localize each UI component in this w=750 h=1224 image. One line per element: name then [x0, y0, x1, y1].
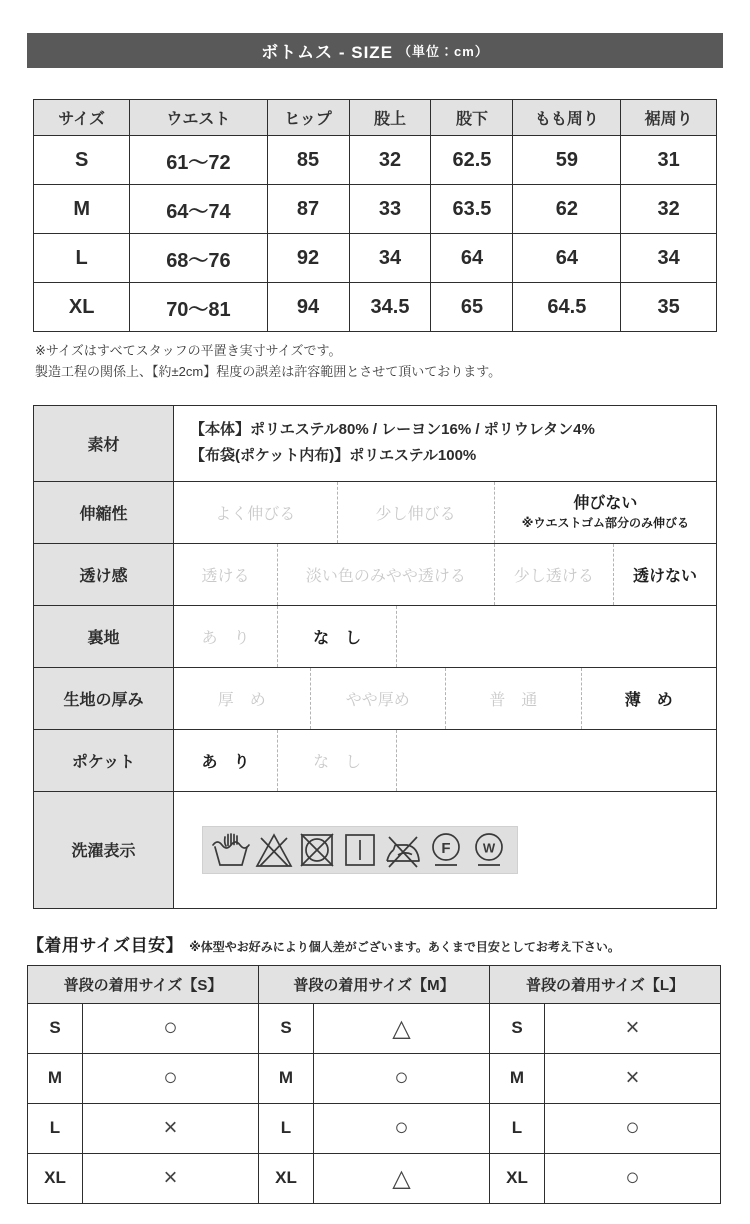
option-filler	[396, 606, 716, 667]
table-row	[490, 1153, 721, 1203]
spec-table	[33, 405, 717, 909]
table-row	[259, 1053, 490, 1103]
option-sheer: 透ける	[201, 567, 250, 585]
table-row	[259, 1003, 490, 1053]
measure-cell: 94	[267, 283, 349, 332]
spec-label-sheerness: 透け感	[34, 544, 174, 605]
fit-table-m	[258, 965, 490, 1204]
option-lining-yes: あ り	[201, 629, 250, 647]
fit-size-label: L	[259, 1103, 314, 1153]
measure-cell: 34.5	[349, 283, 431, 332]
size-notes	[35, 340, 715, 383]
fit-table-s	[27, 965, 259, 1204]
option-stretch-slight: 少し伸びる	[337, 482, 494, 543]
table-row-m	[34, 185, 717, 234]
table-row	[490, 1003, 721, 1053]
spec-row-stretch	[34, 482, 716, 544]
col-header-hem: 裾周り	[621, 100, 717, 136]
table-row-xl	[34, 283, 717, 332]
fit-mark: △	[314, 1003, 490, 1053]
option-sheer-slight: 少し透ける	[494, 544, 613, 605]
option-pocket-no: な し	[277, 730, 396, 791]
material-composition	[174, 406, 611, 481]
option-sheer-pale: 淡い色のみやや透ける	[277, 544, 494, 605]
spec-label-care: 洗濯表示	[34, 792, 174, 908]
option-stretch-none-selected	[494, 482, 716, 543]
spec-row-material	[34, 406, 716, 482]
do-not-iron-icon	[383, 831, 423, 869]
svg-text:F: F	[441, 839, 451, 857]
option-filler	[396, 730, 716, 791]
option-lining-no-selected: な し	[277, 606, 396, 667]
fit-guide-tables	[27, 965, 723, 1204]
table-row-l	[34, 234, 717, 283]
col-header-rise: 股上	[349, 100, 431, 136]
fit-size-label: XL	[490, 1153, 545, 1203]
fit-mark: ×	[83, 1153, 259, 1203]
measure-cell: 34	[349, 234, 431, 283]
fit-mark: ○	[545, 1153, 721, 1203]
measure-cell: 32	[349, 136, 431, 185]
table-row-s	[34, 136, 717, 185]
measure-cell: 32	[621, 185, 717, 234]
fit-size-label: L	[490, 1103, 545, 1153]
fit-mark: ×	[83, 1103, 259, 1153]
table-row	[28, 1153, 259, 1203]
measure-cell: 85	[267, 136, 349, 185]
measure-cell: 62	[513, 185, 621, 234]
size-note-line1: ※サイズはすべてスタッフの平置き実寸サイズです。	[35, 343, 342, 358]
spec-label-pocket: ポケット	[34, 730, 174, 791]
spec-row-pocket	[34, 730, 716, 792]
table-row	[259, 1153, 490, 1203]
fit-guide-title-row	[27, 931, 723, 956]
fit-mark: ○	[545, 1103, 721, 1153]
table-row	[259, 1103, 490, 1153]
option-pocket-yes-selected: あ り	[201, 753, 250, 771]
measure-cell: 64	[431, 234, 513, 283]
measure-cell: 35	[621, 283, 717, 332]
spec-label-thickness: 生地の厚み	[34, 668, 174, 729]
hang-dry-icon	[340, 831, 380, 869]
fit-table-m-header: 普段の着用サイズ【M】	[259, 965, 490, 1003]
measure-cell: 87	[267, 185, 349, 234]
fit-guide-title: 【着用サイズ目安】	[27, 935, 184, 955]
size-table-header-row	[34, 100, 717, 136]
measure-cell: 70〜81	[130, 283, 267, 332]
option-note: ※ウエストゴム部分のみ伸びる	[521, 516, 689, 531]
fit-size-label: M	[490, 1053, 545, 1103]
table-row	[28, 1103, 259, 1153]
page-title: ボトムス - SIZE	[261, 43, 394, 62]
measure-cell: 33	[349, 185, 431, 234]
fit-mark: ○	[83, 1053, 259, 1103]
measure-cell: 65	[431, 283, 513, 332]
fit-size-label: XL	[28, 1153, 83, 1203]
material-line2: 【布袋(ポケット内布)】ポリエステル100%	[190, 447, 477, 465]
fit-mark: △	[314, 1153, 490, 1203]
measure-cell: 31	[621, 136, 717, 185]
measure-cell: 68〜76	[130, 234, 267, 283]
fit-mark: ○	[314, 1053, 490, 1103]
measure-cell: 64.5	[513, 283, 621, 332]
fit-table-s-header: 普段の着用サイズ【S】	[28, 965, 259, 1003]
fit-mark: ○	[83, 1003, 259, 1053]
table-row	[28, 1003, 259, 1053]
size-label: S	[34, 136, 130, 185]
fit-table-l	[489, 965, 721, 1204]
measure-cell: 62.5	[431, 136, 513, 185]
fit-size-label: L	[28, 1103, 83, 1153]
material-line1: 【本体】ポリエステル80% / レーヨン16% / ポリウレタン4%	[190, 421, 595, 439]
dry-clean-f-icon	[426, 831, 466, 869]
spec-row-lining	[34, 606, 716, 668]
option-thick: 厚 め	[217, 691, 266, 709]
option-normal: 普 通	[445, 668, 581, 729]
size-table	[33, 99, 717, 332]
fit-table-l-header: 普段の着用サイズ【L】	[490, 965, 721, 1003]
option-label: 伸びない	[573, 495, 638, 513]
spec-label-material: 素材	[34, 406, 174, 481]
col-header-waist: ウエスト	[130, 100, 267, 136]
table-row	[490, 1053, 721, 1103]
fit-size-label: M	[28, 1053, 83, 1103]
measure-cell: 59	[513, 136, 621, 185]
option-slightly-thick: やや厚め	[310, 668, 446, 729]
measure-cell: 92	[267, 234, 349, 283]
size-label: XL	[34, 283, 130, 332]
option-stretch-well: よく伸びる	[215, 505, 296, 523]
col-header-size: サイズ	[34, 100, 130, 136]
fit-mark: ×	[545, 1003, 721, 1053]
col-header-inseam: 股下	[431, 100, 513, 136]
spec-row-care	[34, 792, 716, 908]
option-sheer-none-selected: 透けない	[613, 544, 716, 605]
spec-row-thickness	[34, 668, 716, 730]
fit-mark: ×	[545, 1053, 721, 1103]
fit-mark: ○	[314, 1103, 490, 1153]
hand-wash-icon	[211, 831, 251, 869]
table-row	[490, 1103, 721, 1153]
fit-size-label: S	[259, 1003, 314, 1053]
spec-row-sheerness	[34, 544, 716, 606]
fit-size-label: S	[490, 1003, 545, 1053]
size-label: L	[34, 234, 130, 283]
col-header-thigh: もも周り	[513, 100, 621, 136]
fit-guide-note: ※体型やお好みにより個人差がございます。あくまで目安としてお考え下さい。	[189, 939, 620, 954]
col-header-hip: ヒップ	[267, 100, 349, 136]
measure-cell: 34	[621, 234, 717, 283]
wet-clean-w-icon	[469, 831, 509, 869]
measure-cell: 63.5	[431, 185, 513, 234]
measure-cell: 61〜72	[130, 136, 267, 185]
unit-label: （単位：cm）	[398, 44, 489, 59]
fit-size-label: S	[28, 1003, 83, 1053]
spec-label-stretch: 伸縮性	[34, 482, 174, 543]
fit-size-label: XL	[259, 1153, 314, 1203]
measure-cell: 64	[513, 234, 621, 283]
fit-size-label: M	[259, 1053, 314, 1103]
table-row	[28, 1053, 259, 1103]
care-label-strip	[202, 826, 518, 874]
size-label: M	[34, 185, 130, 234]
title-bar	[27, 33, 723, 68]
do-not-bleach-icon	[254, 831, 294, 869]
svg-text:W: W	[482, 840, 496, 856]
measure-cell: 64〜74	[130, 185, 267, 234]
size-note-line2: 製造工程の関係上、【約±2cm】程度の誤差は許容範囲とさせて頂いております。	[35, 364, 502, 380]
spec-label-lining: 裏地	[34, 606, 174, 667]
do-not-tumble-dry-icon	[297, 831, 337, 869]
option-thin-selected: 薄 め	[581, 668, 717, 729]
